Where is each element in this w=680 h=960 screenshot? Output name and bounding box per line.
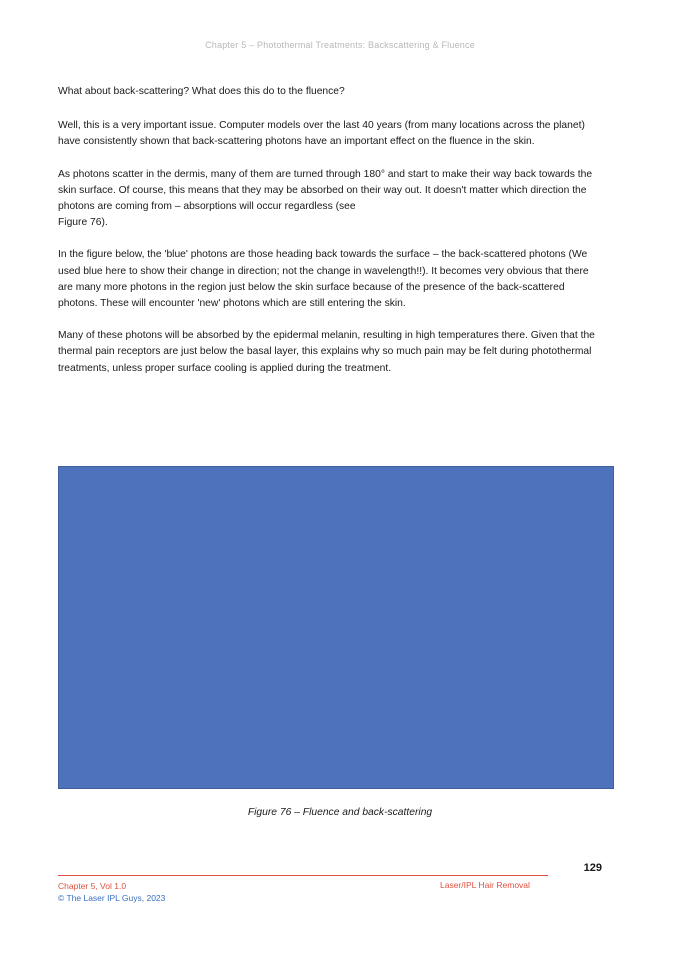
question-heading: What about back-scattering? What does this do to the fluence? xyxy=(58,86,345,97)
paragraph-1: Well, this is a very important issue. Computer models over the last 40 years (from many locations across the planet) have consistently shown that back-scattering photons have an important effect on the fluence in the skin. xyxy=(58,120,585,148)
footer-chapter: Chapter 5, Vol 1.0 xyxy=(58,881,127,891)
figure-76-image xyxy=(58,466,614,789)
footer-book-title: Laser/IPL Hair Removal xyxy=(440,880,530,890)
paragraph-4: Many of these photons will be absorbed by the epidermal melanin, resulting in high temperatures there. Given that the thermal pain receptors are just below the basal layer, this explains why so much pain may be felt during photothermal treatments, unless proper surface cooling is applied during the treatment. xyxy=(58,330,595,374)
paragraph-2 xyxy=(58,167,598,232)
paragraph-3: In the figure below, the 'blue' photons are those heading back towards the surface – the back-scattered photons (We used blue here to show their change in direction; not the change in wavelength!!). It becomes very obvious that there are many more photons in the region just below the skin surface because of the presence of the back-scattered photons. These will encounter 'new' photons which are still entering the skin. xyxy=(58,249,589,310)
running-header: Chapter 5 – Photothermal Treatments: Backscattering & Fluence xyxy=(205,40,475,50)
figure-caption: Figure 76 – Fluence and back-scattering xyxy=(247,807,433,818)
footer-copyright: © The Laser IPL Guys, 2023 xyxy=(58,893,166,903)
page-number: 129 xyxy=(583,862,602,874)
body-text xyxy=(58,84,598,393)
paragraph-2-text: As photons scatter in the dermis, many of them are turned through 180° and start to make their way back towards the skin surface. Of course, this means that they may be absorbed on their way out. It doesn't matter which direction the photons are coming from – absorptions will occur regardless (see xyxy=(58,168,593,213)
footer-left xyxy=(58,880,165,904)
footer-divider xyxy=(58,875,548,876)
figure-reference: Figure 76). xyxy=(58,217,108,229)
